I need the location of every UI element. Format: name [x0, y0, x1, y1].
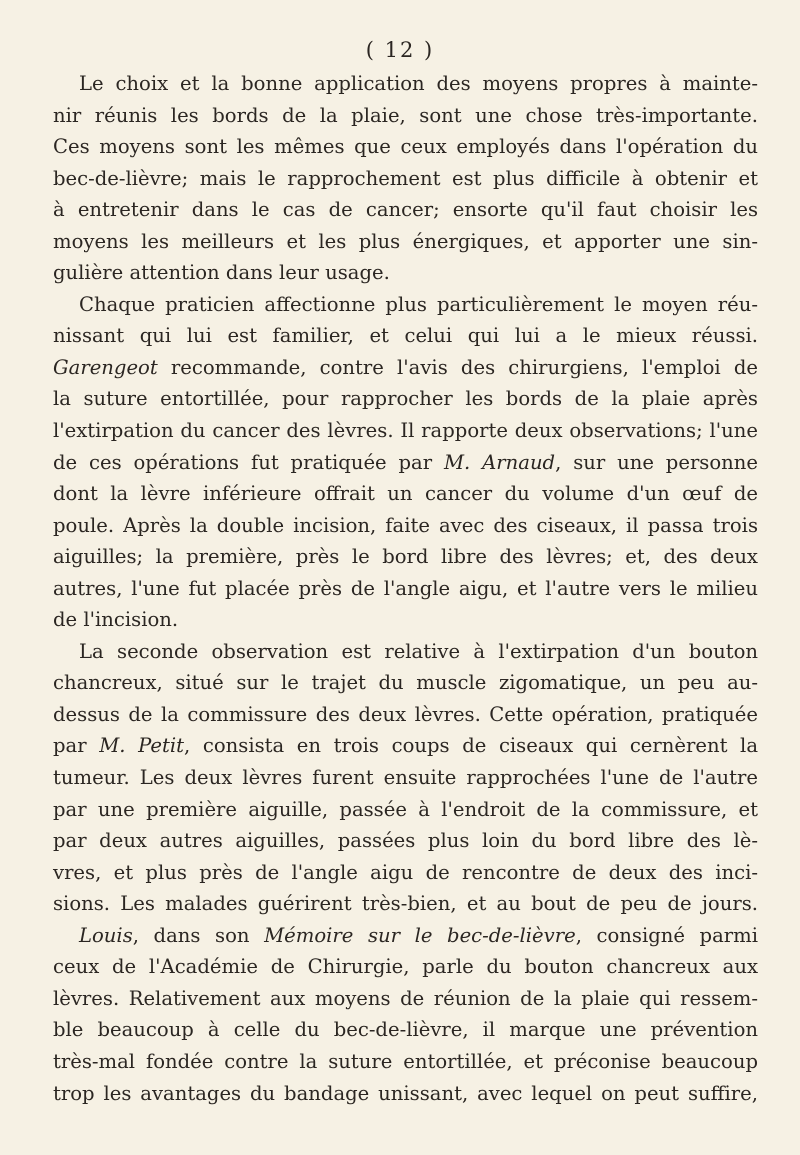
text-line: Chaque praticien affectionne plus particulièrement le moyen réu-: [79, 292, 758, 316]
text-line: Louis, dans son Mémoire sur le bec-de-lièvre, consigné parmi: [79, 923, 758, 947]
text-line: de ces opérations fut pratiquée par M. Arnaud, sur une personne: [53, 450, 758, 474]
text-line: dont la lèvre inférieure offrait un cancer du volume d'un œuf de: [53, 482, 758, 506]
text-line: trop les avantages du bandage unissant, avec lequel on peut suffire,: [53, 1081, 758, 1105]
text-line: gulière attention dans leur usage.: [53, 261, 390, 285]
text-line: la suture entortillée, pour rapprocher les bords de la plaie après: [53, 387, 758, 411]
text-line: l'extirpation du cancer des lèvres. Il rapporte deux observations; l'une: [53, 419, 758, 443]
text-line: ceux de l'Académie de Chirurgie, parle du bouton chancreux aux: [53, 955, 758, 979]
page-number: ( 12 ): [365, 38, 435, 62]
text-line: par M. Petit, consista en trois coups de ciseaux qui cernèrent la: [53, 734, 758, 758]
text-line: très-mal fondée contre la suture entortillée, et préconise beaucoup: [53, 1049, 758, 1073]
text-line: bec-de-lièvre; mais le rapprochement est plus difficile à obtenir et: [53, 166, 758, 190]
text-line: tumeur. Les deux lèvres furent ensuite rapprochées l'une de l'autre: [53, 766, 758, 790]
text-line: à entretenir dans le cas de cancer; ensorte qu'il faut choisir les: [53, 198, 758, 222]
text-line: chancreux, situé sur le trajet du muscle zigomatique, un peu au-: [53, 671, 758, 695]
text-line: nir réunis les bords de la plaie, sont une chose très-importante.: [53, 103, 758, 127]
text-line: par deux autres aiguilles, passées plus loin du bord libre des lè-: [53, 829, 758, 853]
text-line: Ces moyens sont les mêmes que ceux employés dans l'opération du: [53, 135, 758, 159]
text-line: autres, l'une fut placée près de l'angle aigu, et l'autre vers le milieu: [53, 576, 758, 600]
body-text: [53, 68, 758, 1109]
text-line: vres, et plus près de l'angle aigu de rencontre de deux des inci-: [53, 860, 758, 884]
text-line: Le choix et la bonne application des moyens propres à mainte-: [79, 72, 758, 95]
text-line: dessus de la commissure des deux lèvres. Cette opération, pratiquée: [53, 702, 758, 726]
text-line: de l'incision.: [53, 608, 179, 632]
text-line: moyens les meilleurs et les plus énergiques, et apporter une sin-: [53, 229, 758, 253]
text-line: nissant qui lui est familier, et celui qui lui a le mieux réussi.: [53, 324, 758, 348]
text-line: lèvres. Relativement aux moyens de réunion de la plaie qui ressem-: [53, 986, 758, 1010]
text-line: par une première aiguille, passée à l'endroit de la commissure, et: [53, 797, 758, 821]
text-line: La seconde observation est relative à l'extirpation d'un bouton: [79, 639, 758, 663]
text-line: poule. Après la double incision, faite avec des ciseaux, il passa trois: [53, 513, 758, 537]
text-line: Garengeot recommande, contre l'avis des chirurgiens, l'emploi de: [53, 355, 758, 379]
text-line: sions. Les malades guérirent très-bien, et au bout de peu de jours.: [53, 892, 758, 916]
text-line: aiguilles; la première, près le bord libre des lèvres; et, des deux: [53, 545, 758, 569]
text-line: ble beaucoup à celle du bec-de-lièvre, il marque une prévention: [53, 1018, 758, 1042]
